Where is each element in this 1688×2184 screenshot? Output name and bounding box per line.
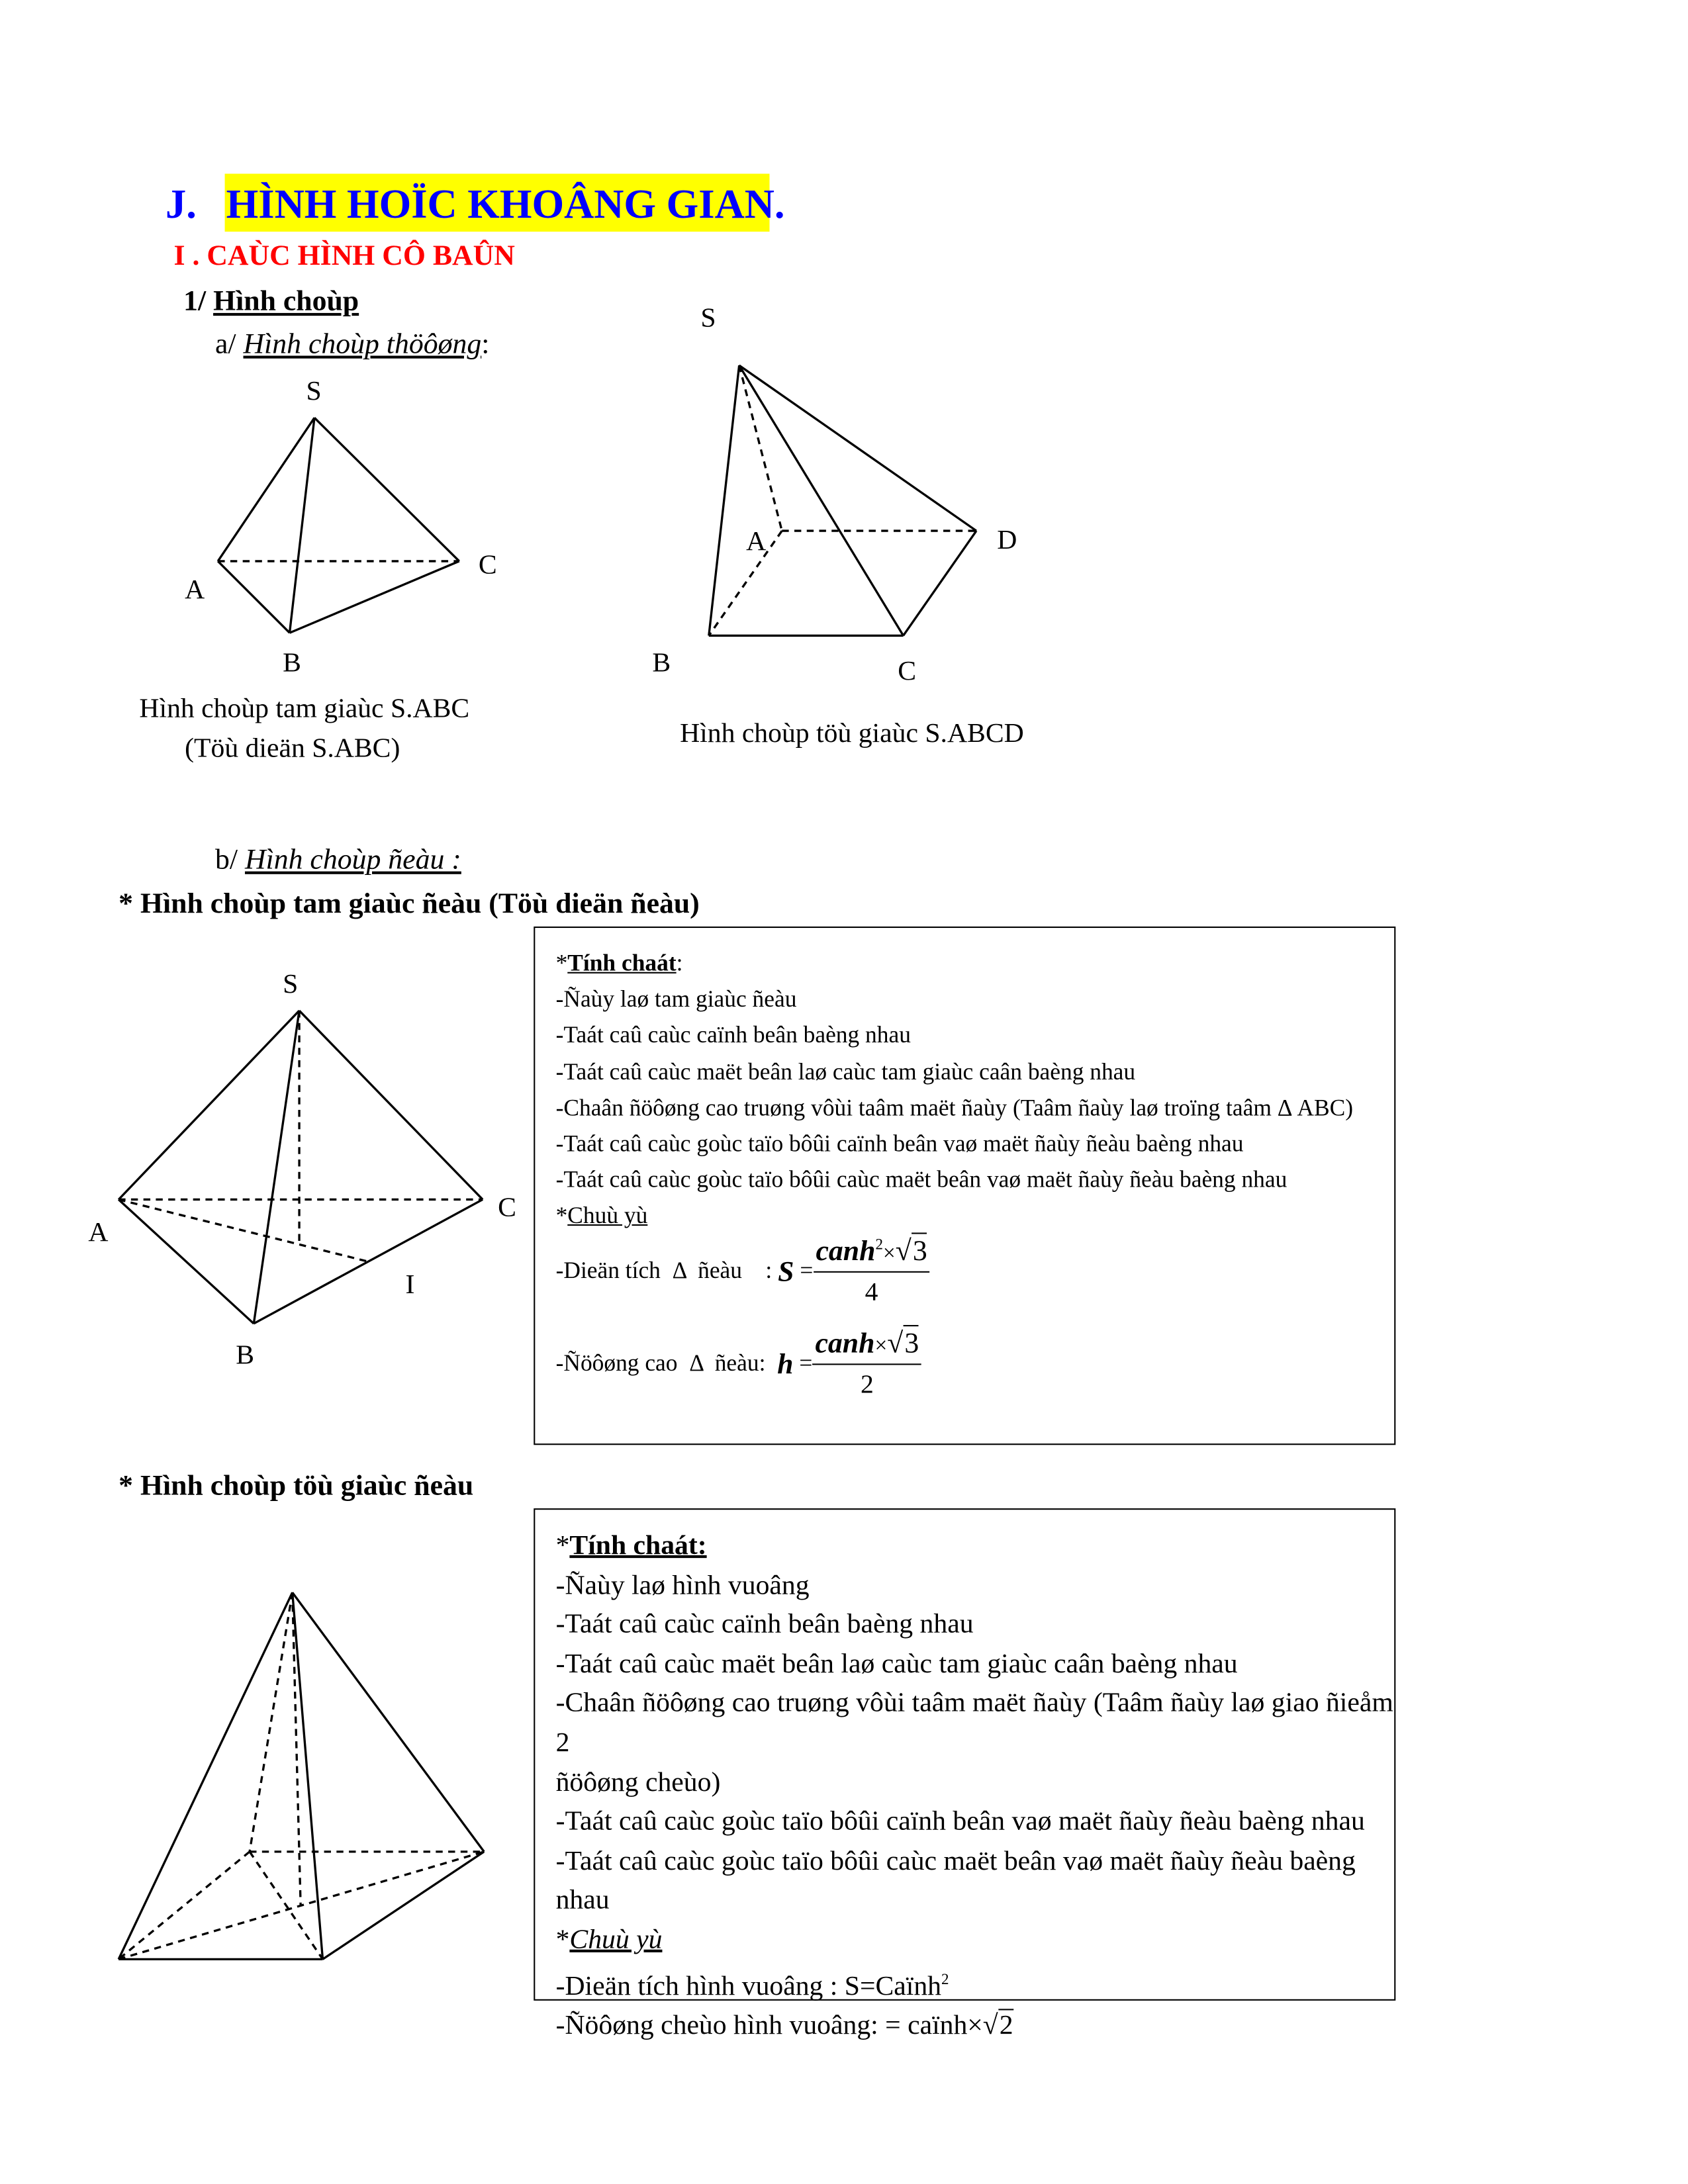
height-label: -Ñöôøng cao Δ ñeàu: bbox=[555, 1349, 766, 1377]
subsection-title: Hình choùp bbox=[213, 284, 359, 318]
subsection-number: 1/ bbox=[183, 284, 207, 318]
property-line: -Chaân ñöôøng cao truøng vôùi taâm maët ñaùy (Taâm ñaùy laø troïng taâm Δ ABC) bbox=[555, 1094, 1354, 1121]
vertex-label-a: A bbox=[185, 574, 205, 606]
vertex-label-b: B bbox=[652, 648, 671, 678]
property-line: -Taát caû caùc maët beân laø caùc tam giaùc caân baèng nhau bbox=[555, 1649, 1238, 1680]
subsection-a-prefix: a/ bbox=[214, 326, 236, 360]
heading-number: J. bbox=[165, 181, 197, 228]
vertex-label-s: S bbox=[283, 969, 299, 1000]
denominator: 4 bbox=[865, 1278, 878, 1307]
denominator: 2 bbox=[860, 1370, 874, 1400]
figure-caption: Hình choùp tam giaùc S.ABC bbox=[139, 693, 470, 724]
property-line: -Taát caû caùc goùc taïo bôûi caùc maët beân vaø maët ñaùy ñeàu baèng nhau bbox=[555, 1846, 1356, 1916]
quadrilateral-pyramid-figure bbox=[709, 365, 976, 635]
subsection-a-colon: : bbox=[481, 326, 490, 360]
property-line: -Taát caû caùc goùc taïo bôûi caïnh beân vaø maët ñaùy ñeàu baèng nhau bbox=[555, 1806, 1365, 1837]
vertex-label-b: B bbox=[236, 1340, 255, 1371]
property-line: ñöôøng cheùo) bbox=[555, 1766, 721, 1797]
property-line: -Ñaùy laø hình vuoâng bbox=[555, 1570, 810, 1600]
property-line: -Taát caû caùc goùc taïo bôûi caïnh beân vaø maët ñaùy ñeàu baèng nhau bbox=[555, 1130, 1244, 1157]
regular-tetrahedron-figure bbox=[118, 1011, 483, 1324]
star: * bbox=[555, 950, 568, 976]
vertex-label-s: S bbox=[700, 303, 716, 334]
height-variable: h bbox=[777, 1346, 794, 1380]
square-pyramid-properties-box: *Tính chaát: -Ñaùy laø hình vuoâng -Taát caû caùc caïnh beân baèng nhau -Taát caû caùc maët beân laø caùc tam giaùc caân baèng nhau -Chaân ñöôøng cao truøng vôùi taâm maët ñaùy (Taâm ñaùy laø giao ñieåm 2 ñöôøng cheùo) -Taát caû caùc goùc taïo bôûi caïnh beân vaø maët ñaùy ñeàu baèng nhau -Taát caû caùc goùc taïo bôûi caùc maët beân vaø maët ñaùy ñeàu baèng nhau *Chuù yù -Dieän tích hình vuoâng : S=Caïnh$^2$ -Ñöôøng cheùo hình vuoâng: = caïnh×√ 2 bbox=[534, 1508, 1395, 2001]
subsection-a-title: Hình choùp thöôøng bbox=[243, 326, 482, 360]
figure-caption: (Töù dieän S.ABC) bbox=[185, 733, 400, 764]
square-area-line: -Dieän tích hình vuoâng : S=Caïnh bbox=[555, 1970, 942, 2001]
regular-square-heading: * Hình choùp töù giaùc ñeàu bbox=[118, 1468, 474, 1502]
triangular-pyramid-figure bbox=[218, 418, 459, 633]
section-title: I . CAÙC HÌNH CÔ BAÛN bbox=[173, 238, 515, 272]
star: * bbox=[555, 1530, 570, 1561]
equals: = bbox=[800, 1257, 814, 1284]
regular-triangular-heading: * Hình choùp tam giaùc ñeàu (Töù dieän ñeàu) bbox=[118, 886, 700, 920]
vertex-label-c: C bbox=[478, 550, 497, 581]
vertex-label-d: D bbox=[997, 525, 1017, 556]
point-label-i: I bbox=[405, 1269, 415, 1300]
tetrahedron-properties-box: *Tính chaát: -Ñaùy laø tam giaùc ñeàu -Taát caû caùc caïnh beân baèng nhau -Taát caû caùc maët beân laø caùc tam giaùc caân baèng nhau -Chaân ñöôøng cao truøng vôùi taâm maët ñaùy (Taâm ñaùy laø troïng taâm Δ ABC) -Taát caû caùc goùc taïo bôûi caïnh beân vaø maët ñaùy ñeàu baèng nhau -Taát caû caùc goùc taïo bôûi caùc maët beân vaø maët ñaùy ñeàu baèng nhau *Chuù yù -Dieän tích Δ ñeàu : S = $\frac{canh^2\times√3}{4}$ -Ñöôøng cao Δ ñeàu: h = $\frac{\text{canh×√3}}{2}$ bbox=[534, 927, 1395, 1445]
properties-title: Tính chaát bbox=[567, 950, 677, 976]
equals: = bbox=[799, 1349, 813, 1377]
area-label: -Dieän tích Δ ñeàu : bbox=[555, 1257, 773, 1284]
area-formula: -Dieän tích Δ ñeàu : S = $\frac{canh^2\times√3}{4}$ bbox=[556, 1234, 930, 1308]
note-title: Chuù yù bbox=[569, 1925, 663, 1955]
subsection-b-prefix: b/ bbox=[214, 842, 238, 876]
property-line: -Taát caû caùc caïnh beân baèng nhau bbox=[555, 1022, 911, 1049]
colon: : bbox=[676, 950, 683, 976]
property-line: -Ñaùy laø tam giaùc ñeàu bbox=[555, 985, 797, 1013]
note-title: Chuù yù bbox=[567, 1203, 648, 1230]
vertex-label-a: A bbox=[746, 526, 767, 557]
vertex-label-c: C bbox=[898, 656, 917, 687]
vertex-label-s: S bbox=[306, 376, 322, 407]
vertex-label-c: C bbox=[498, 1193, 516, 1223]
exponent: 2 bbox=[875, 1236, 883, 1253]
sqrt-arg: 3 bbox=[912, 1232, 927, 1267]
diagonal-line: -Ñöôøng cheùo hình vuoâng: = caïnh bbox=[555, 2009, 968, 2040]
numerator-word: canh bbox=[815, 1326, 875, 1360]
property-line: -Chaân ñöôøng cao truøng vôùi taâm maët ñaùy (Taâm ñaùy laø giao ñieåm 2 bbox=[555, 1688, 1393, 1758]
property-line: -Taát caû caùc goùc taïo bôûi caùc maët beân vaø maët ñaùy ñeàu baèng nhau bbox=[555, 1166, 1288, 1193]
times: × bbox=[874, 1334, 888, 1359]
sqrt-arg: 2 bbox=[998, 2009, 1013, 2040]
regular-square-pyramid-figure bbox=[118, 1592, 484, 1959]
property-line: -Taát caû caùc maët beân laø caùc tam giaùc caân baèng nhau bbox=[555, 1058, 1136, 1085]
figure-caption: Hình choùp töù giaùc S.ABCD bbox=[680, 718, 1024, 749]
property-line: -Taát caû caùc caïnh beân baèng nhau bbox=[555, 1609, 974, 1640]
page-title: HÌNH HOÏC KHOÂNG GIAN. bbox=[226, 181, 785, 228]
vertex-label-a: A bbox=[88, 1217, 109, 1248]
exponent: 2 bbox=[941, 1971, 949, 1988]
times: × bbox=[882, 1242, 896, 1266]
height-formula: -Ñöôøng cao Δ ñeàu: h = $\frac{\text{canh×√3}}{2}$ bbox=[556, 1326, 922, 1400]
vertex-label-b: B bbox=[283, 648, 301, 678]
subsection-b-title: Hình choùp ñeàu : bbox=[244, 842, 461, 876]
subsection-b bbox=[214, 842, 461, 876]
area-variable: S bbox=[778, 1253, 794, 1287]
sqrt-arg: 3 bbox=[903, 1325, 919, 1359]
times: × bbox=[967, 2009, 983, 2040]
properties-title: Tính chaát: bbox=[569, 1530, 707, 1561]
numerator-word: canh bbox=[816, 1234, 876, 1267]
